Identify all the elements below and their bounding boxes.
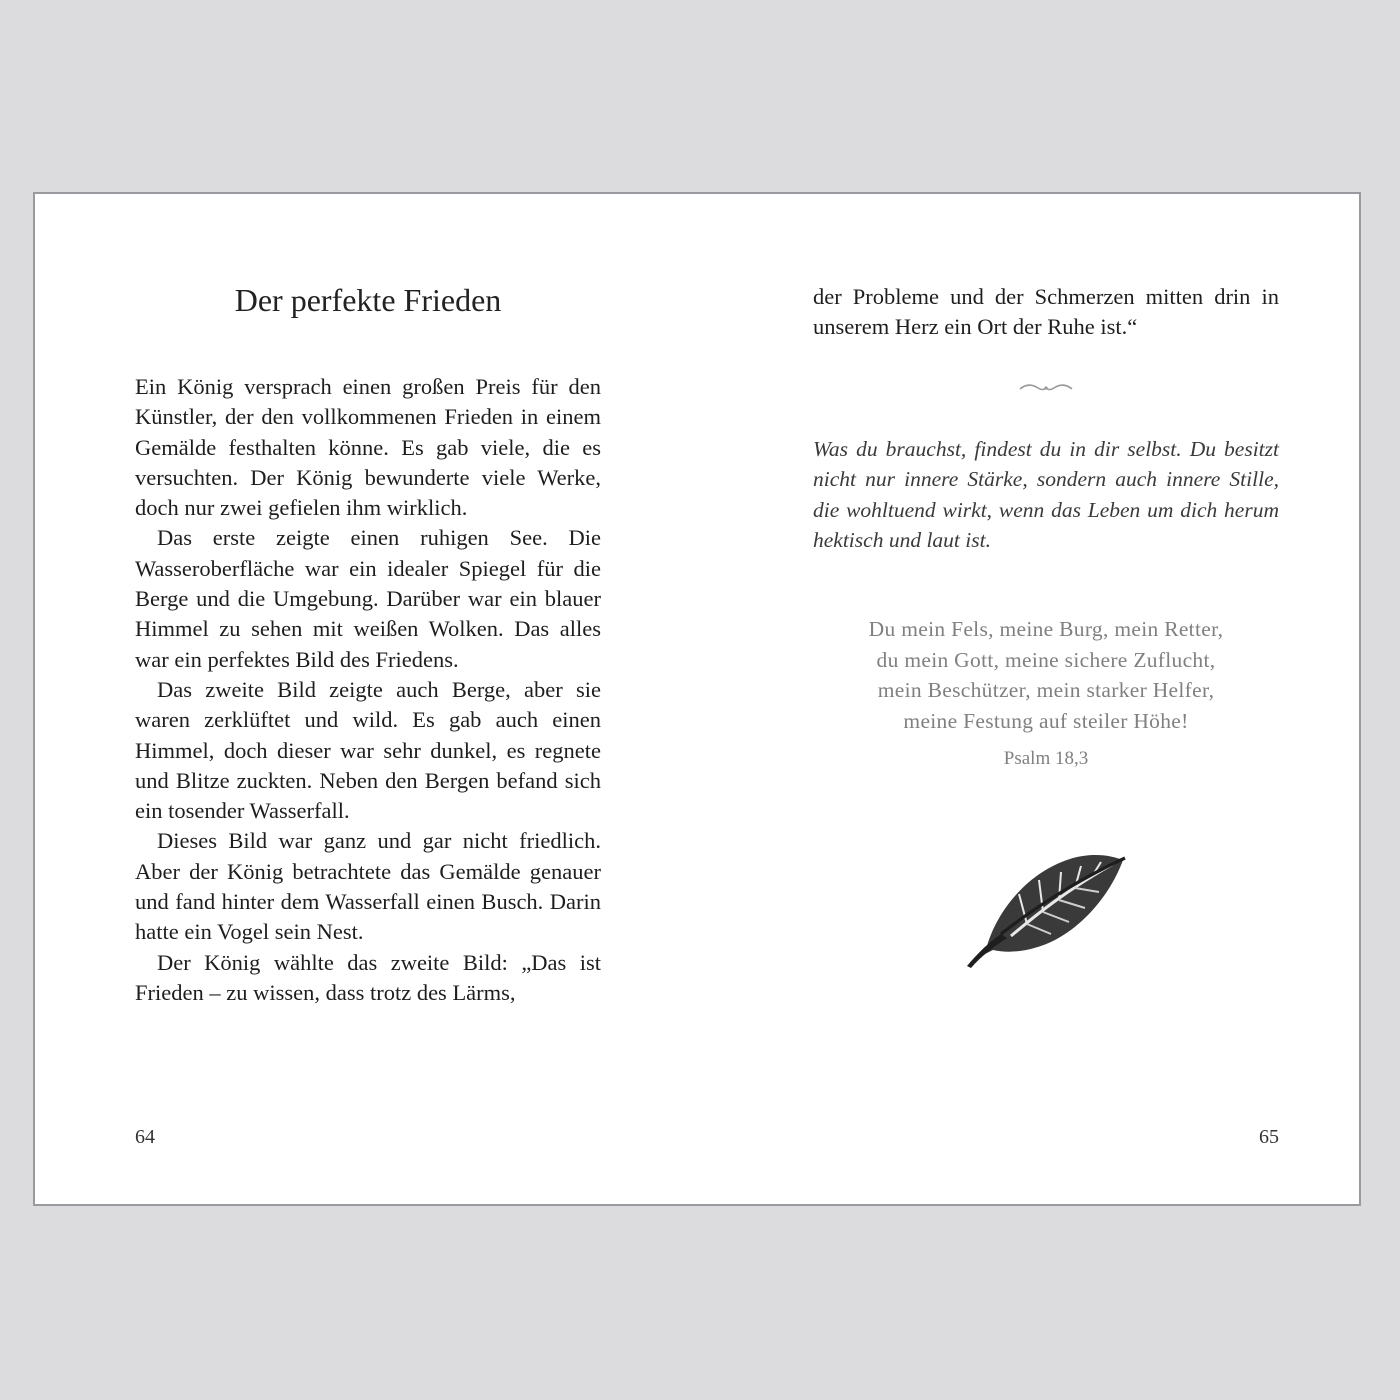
- story-paragraph: Das erste zeigte einen ruhigen See. Die Wasseroberfläche war ein idealer Spiegel für die Berge und die Umgebung. Darüber war ein blauer Himmel zu sehen mit weißen Wolken. Das alles war ein perfektes Bild des Friedens.: [135, 525, 601, 672]
- story-paragraph: Der König wählte das zweite Bild: „Das ist Frieden – zu wissen, dass trotz des Lärms,: [135, 949, 601, 1005]
- bible-verse: [813, 614, 1279, 775]
- reflection-text: Was du brauchst, findest du in dir selbst. Du besitzt nicht nur innere Stärke, sondern auch innere Stille, die wohltuend wirkt, wenn das Leben um dich herum hektisch und laut ist.: [813, 437, 1279, 552]
- story-paragraph: Ein König versprach einen großen Preis für den Künstler, der den vollkommenen Frieden in einem Gemälde festhalten könne. Es gab viele, die es versuchten. Der König bewunderte viele Werke, doch nur zwei gefielen ihm wirklich.: [135, 374, 601, 521]
- story-continuation: der Probleme und der Schmerzen mitten drin in unserem Herz ein Ort der Ruhe ist.“: [813, 284, 1279, 340]
- flourish-divider-icon: [1016, 382, 1076, 394]
- verse-line: Du mein Fels, meine Burg, mein Retter,: [868, 617, 1224, 641]
- page-number-right: 65: [1259, 1126, 1279, 1148]
- chapter-title: Der perfekte Frieden: [234, 282, 502, 318]
- book-spread: [33, 192, 1361, 1206]
- page-number-left: 64: [135, 1126, 155, 1148]
- left-page: [135, 194, 601, 1204]
- verse-line: mein Beschützer, mein starker Helfer,: [877, 678, 1215, 702]
- verse-line: meine Festung auf steiler Höhe!: [903, 708, 1189, 733]
- right-page: [813, 194, 1279, 1204]
- story-text: [135, 372, 601, 1008]
- story-paragraph: Dieses Bild war ganz und gar nicht friedlich. Aber der König betrachtete das Gemälde genauer und fand hinter dem Wasserfall einen Busch. Darin hatte ein Vogel sein Nest.: [135, 828, 601, 945]
- story-paragraph: Das zweite Bild zeigte auch Berge, aber sie waren zerklüftet und wild. Es gab auch einen Himmel, doch dieser war sehr dunkel, es regnete und Blitze zuckten. Neben den Bergen befand sich ein tosender Wasserfall.: [135, 676, 601, 824]
- verse-reference: Psalm 18,3: [1003, 748, 1089, 769]
- leaf-icon: [963, 844, 1133, 968]
- verse-line: du mein Gott, meine sichere Zuflucht,: [876, 647, 1216, 672]
